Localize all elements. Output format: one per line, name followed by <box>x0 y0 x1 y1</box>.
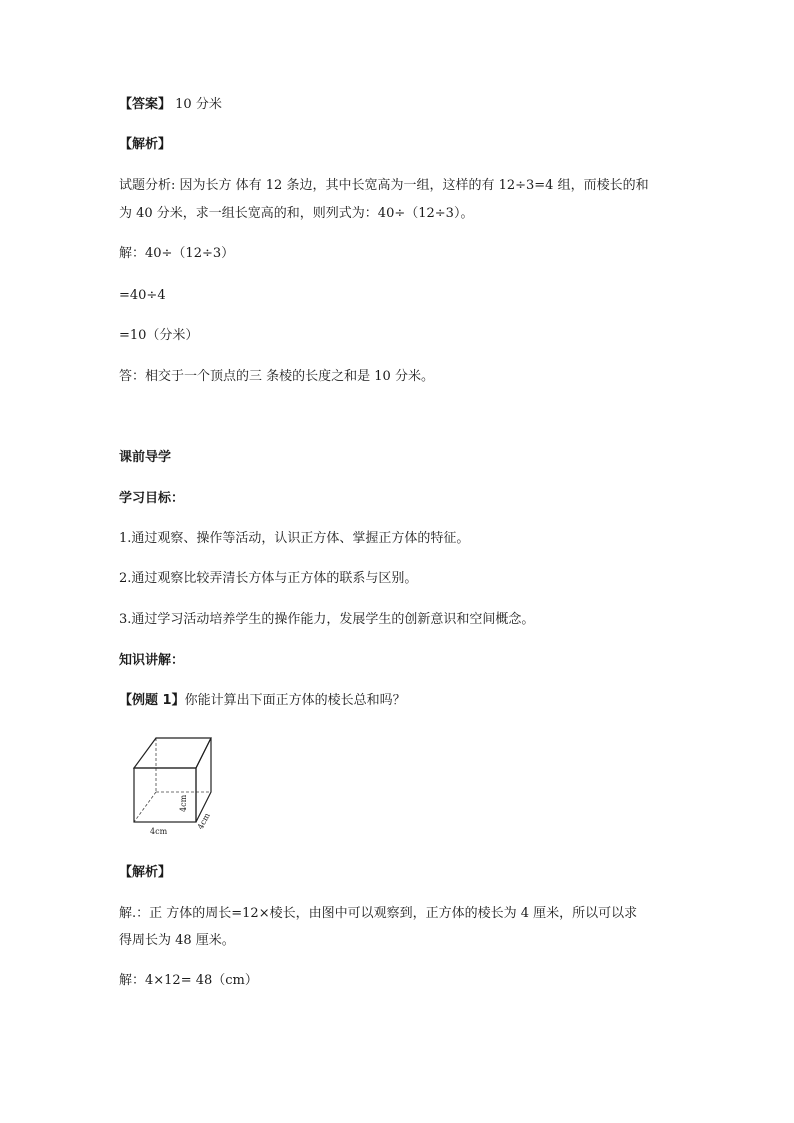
cube-top-face <box>134 738 211 768</box>
cube-height-label: 4cm <box>179 794 188 812</box>
answer-label: 【答案】 <box>119 97 172 112</box>
cube-hidden-edge <box>134 792 156 822</box>
goals-heading: 学习目标： <box>119 491 185 506</box>
example-1-line <box>119 692 406 710</box>
goal-item-3: 3.通过学习活动培养学生的操作能力，发展学生的创新意识和空间概念。 <box>119 612 535 627</box>
answer-line <box>119 96 222 114</box>
solution-step-1: 解：40÷（12÷3） <box>119 246 235 261</box>
goal-item-2: 2.通过观察比较弄清长方体与正方体的联系与区别。 <box>119 571 418 586</box>
analysis-2-heading: 【解析】 <box>119 865 172 880</box>
preview-heading: 课前导学 <box>119 450 172 465</box>
knowledge-heading: 知识讲解： <box>119 653 185 668</box>
solution-step-2: =40÷4 <box>119 288 166 303</box>
cube-figure <box>126 730 226 840</box>
solution-step-3: =10（分米） <box>119 328 199 343</box>
analysis-2-line-1: 解.：正 方体的周长=12×棱长，由图中可以观察到，正方体的棱长为 4 厘米，所以可以求 <box>119 906 638 921</box>
analysis-2-line-2: 得周长为 48 厘米。 <box>119 933 235 948</box>
analysis-2-solution: 解：4×12= 48（cm） <box>119 973 258 988</box>
cube-depth-label: 4cm <box>195 811 212 831</box>
analysis-heading: 【解析】 <box>119 137 172 152</box>
example-1-label: 【例题 1】 <box>119 693 185 708</box>
analysis-text-line-1: 试题分析: 因为长方 体有 12 条边，其中长宽高为一组，这样的有 12÷3=4 组，而棱长的和 <box>119 178 649 193</box>
goal-item-1: 1.通过观察、操作等活动，认识正方体、掌握正方体的特征。 <box>119 531 470 546</box>
example-1-question: 你能计算出下面正方体的棱长总和吗？ <box>184 693 406 708</box>
cube-right-face <box>196 738 211 822</box>
analysis-text-line-2: 为 40 分米，求一组长宽高的和，则列式为：40÷（12÷3）。 <box>119 206 474 221</box>
cube-front-label: 4cm <box>150 827 168 836</box>
answer-value: 10 分米 <box>171 97 222 112</box>
solution-conclusion: 答：相交于一个顶点的三 条棱的长度之和是 10 分米。 <box>119 369 434 384</box>
